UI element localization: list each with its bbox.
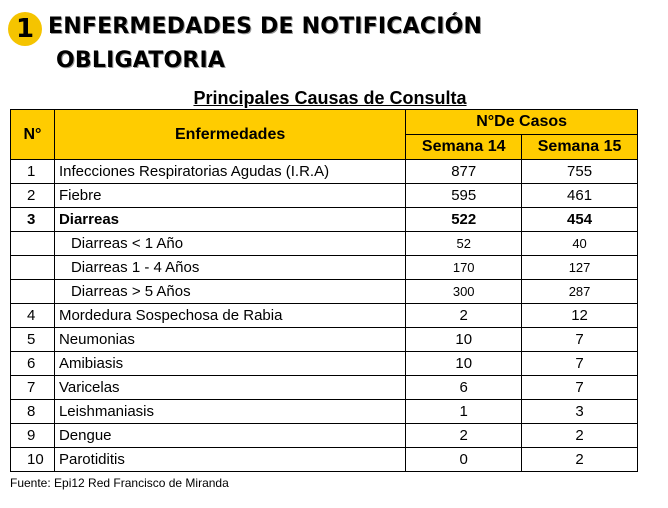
row-week-14: 10 bbox=[406, 351, 522, 375]
row-number: 5 bbox=[11, 328, 55, 352]
table-row bbox=[11, 160, 638, 184]
row-week-15: 3 bbox=[522, 399, 638, 423]
section-number-badge: 1 bbox=[8, 12, 42, 46]
cases-table bbox=[10, 109, 638, 472]
table-row bbox=[11, 376, 638, 400]
row-week-14: 300 bbox=[406, 280, 522, 304]
table-row bbox=[11, 280, 638, 304]
row-disease: Diarreas bbox=[54, 207, 405, 231]
row-week-15: 755 bbox=[522, 160, 638, 184]
source-note: Fuente: Epi12 Red Francisco de Miranda bbox=[10, 476, 229, 490]
row-disease: Varicelas bbox=[54, 376, 405, 400]
row-week-15: 2 bbox=[522, 424, 638, 448]
row-week-14: 2 bbox=[406, 303, 522, 327]
row-week-15: 287 bbox=[522, 280, 638, 304]
row-disease: Dengue bbox=[54, 424, 405, 448]
row-number: 8 bbox=[11, 399, 55, 423]
table-row bbox=[11, 328, 638, 352]
row-disease: Leishmaniasis bbox=[54, 399, 405, 423]
page-title-line2: OBLIGATORIA bbox=[56, 48, 226, 73]
row-number: 7 bbox=[11, 376, 55, 400]
row-week-15: 40 bbox=[522, 232, 638, 256]
row-number: 9 bbox=[11, 424, 55, 448]
header-disease: Enfermedades bbox=[54, 110, 405, 160]
row-week-15: 7 bbox=[522, 328, 638, 352]
row-disease: Diarreas > 5 Años bbox=[54, 280, 405, 304]
row-week-15: 7 bbox=[522, 351, 638, 375]
table-row bbox=[11, 424, 638, 448]
row-disease: Mordedura Sospechosa de Rabia bbox=[54, 303, 405, 327]
row-week-14: 52 bbox=[406, 232, 522, 256]
row-number bbox=[11, 280, 55, 304]
row-disease: Fiebre bbox=[54, 184, 405, 208]
row-disease: Diarreas 1 - 4 Años bbox=[54, 255, 405, 279]
table-row bbox=[11, 207, 638, 231]
row-week-14: 595 bbox=[406, 184, 522, 208]
row-disease: Amibiasis bbox=[54, 351, 405, 375]
row-number: 1 bbox=[11, 160, 55, 184]
row-week-14: 0 bbox=[406, 447, 522, 471]
row-week-15: 127 bbox=[522, 255, 638, 279]
row-disease: Diarreas < 1 Año bbox=[54, 232, 405, 256]
header-week-14: Semana 14 bbox=[406, 135, 522, 160]
row-disease: Neumonias bbox=[54, 328, 405, 352]
row-number: 2 bbox=[11, 184, 55, 208]
row-week-14: 1 bbox=[406, 399, 522, 423]
header-week-15: Semana 15 bbox=[522, 135, 638, 160]
row-number bbox=[11, 232, 55, 256]
row-week-15: 454 bbox=[522, 207, 638, 231]
table-row bbox=[11, 184, 638, 208]
row-week-14: 877 bbox=[406, 160, 522, 184]
row-disease: Parotiditis bbox=[54, 447, 405, 471]
table-row bbox=[11, 303, 638, 327]
table-title: Principales Causas de Consulta bbox=[193, 88, 467, 108]
table-row bbox=[11, 255, 638, 279]
header-cases: N°De Casos bbox=[406, 110, 638, 135]
row-number bbox=[11, 255, 55, 279]
table-row bbox=[11, 232, 638, 256]
row-week-14: 170 bbox=[406, 255, 522, 279]
page-title-line1: ENFERMEDADES DE NOTIFICACIÓN bbox=[48, 14, 483, 39]
row-week-15: 12 bbox=[522, 303, 638, 327]
row-number: 10 bbox=[11, 447, 55, 471]
row-week-15: 461 bbox=[522, 184, 638, 208]
row-week-14: 10 bbox=[406, 328, 522, 352]
row-number: 3 bbox=[11, 207, 55, 231]
row-week-14: 2 bbox=[406, 424, 522, 448]
header-number: N° bbox=[11, 110, 55, 160]
row-week-14: 6 bbox=[406, 376, 522, 400]
table-row bbox=[11, 351, 638, 375]
row-disease: Infecciones Respiratorias Agudas (I.R.A) bbox=[54, 160, 405, 184]
row-week-15: 2 bbox=[522, 447, 638, 471]
row-number: 6 bbox=[11, 351, 55, 375]
table-row bbox=[11, 447, 638, 471]
row-week-15: 7 bbox=[522, 376, 638, 400]
row-week-14: 522 bbox=[406, 207, 522, 231]
row-number: 4 bbox=[11, 303, 55, 327]
table-row bbox=[11, 399, 638, 423]
